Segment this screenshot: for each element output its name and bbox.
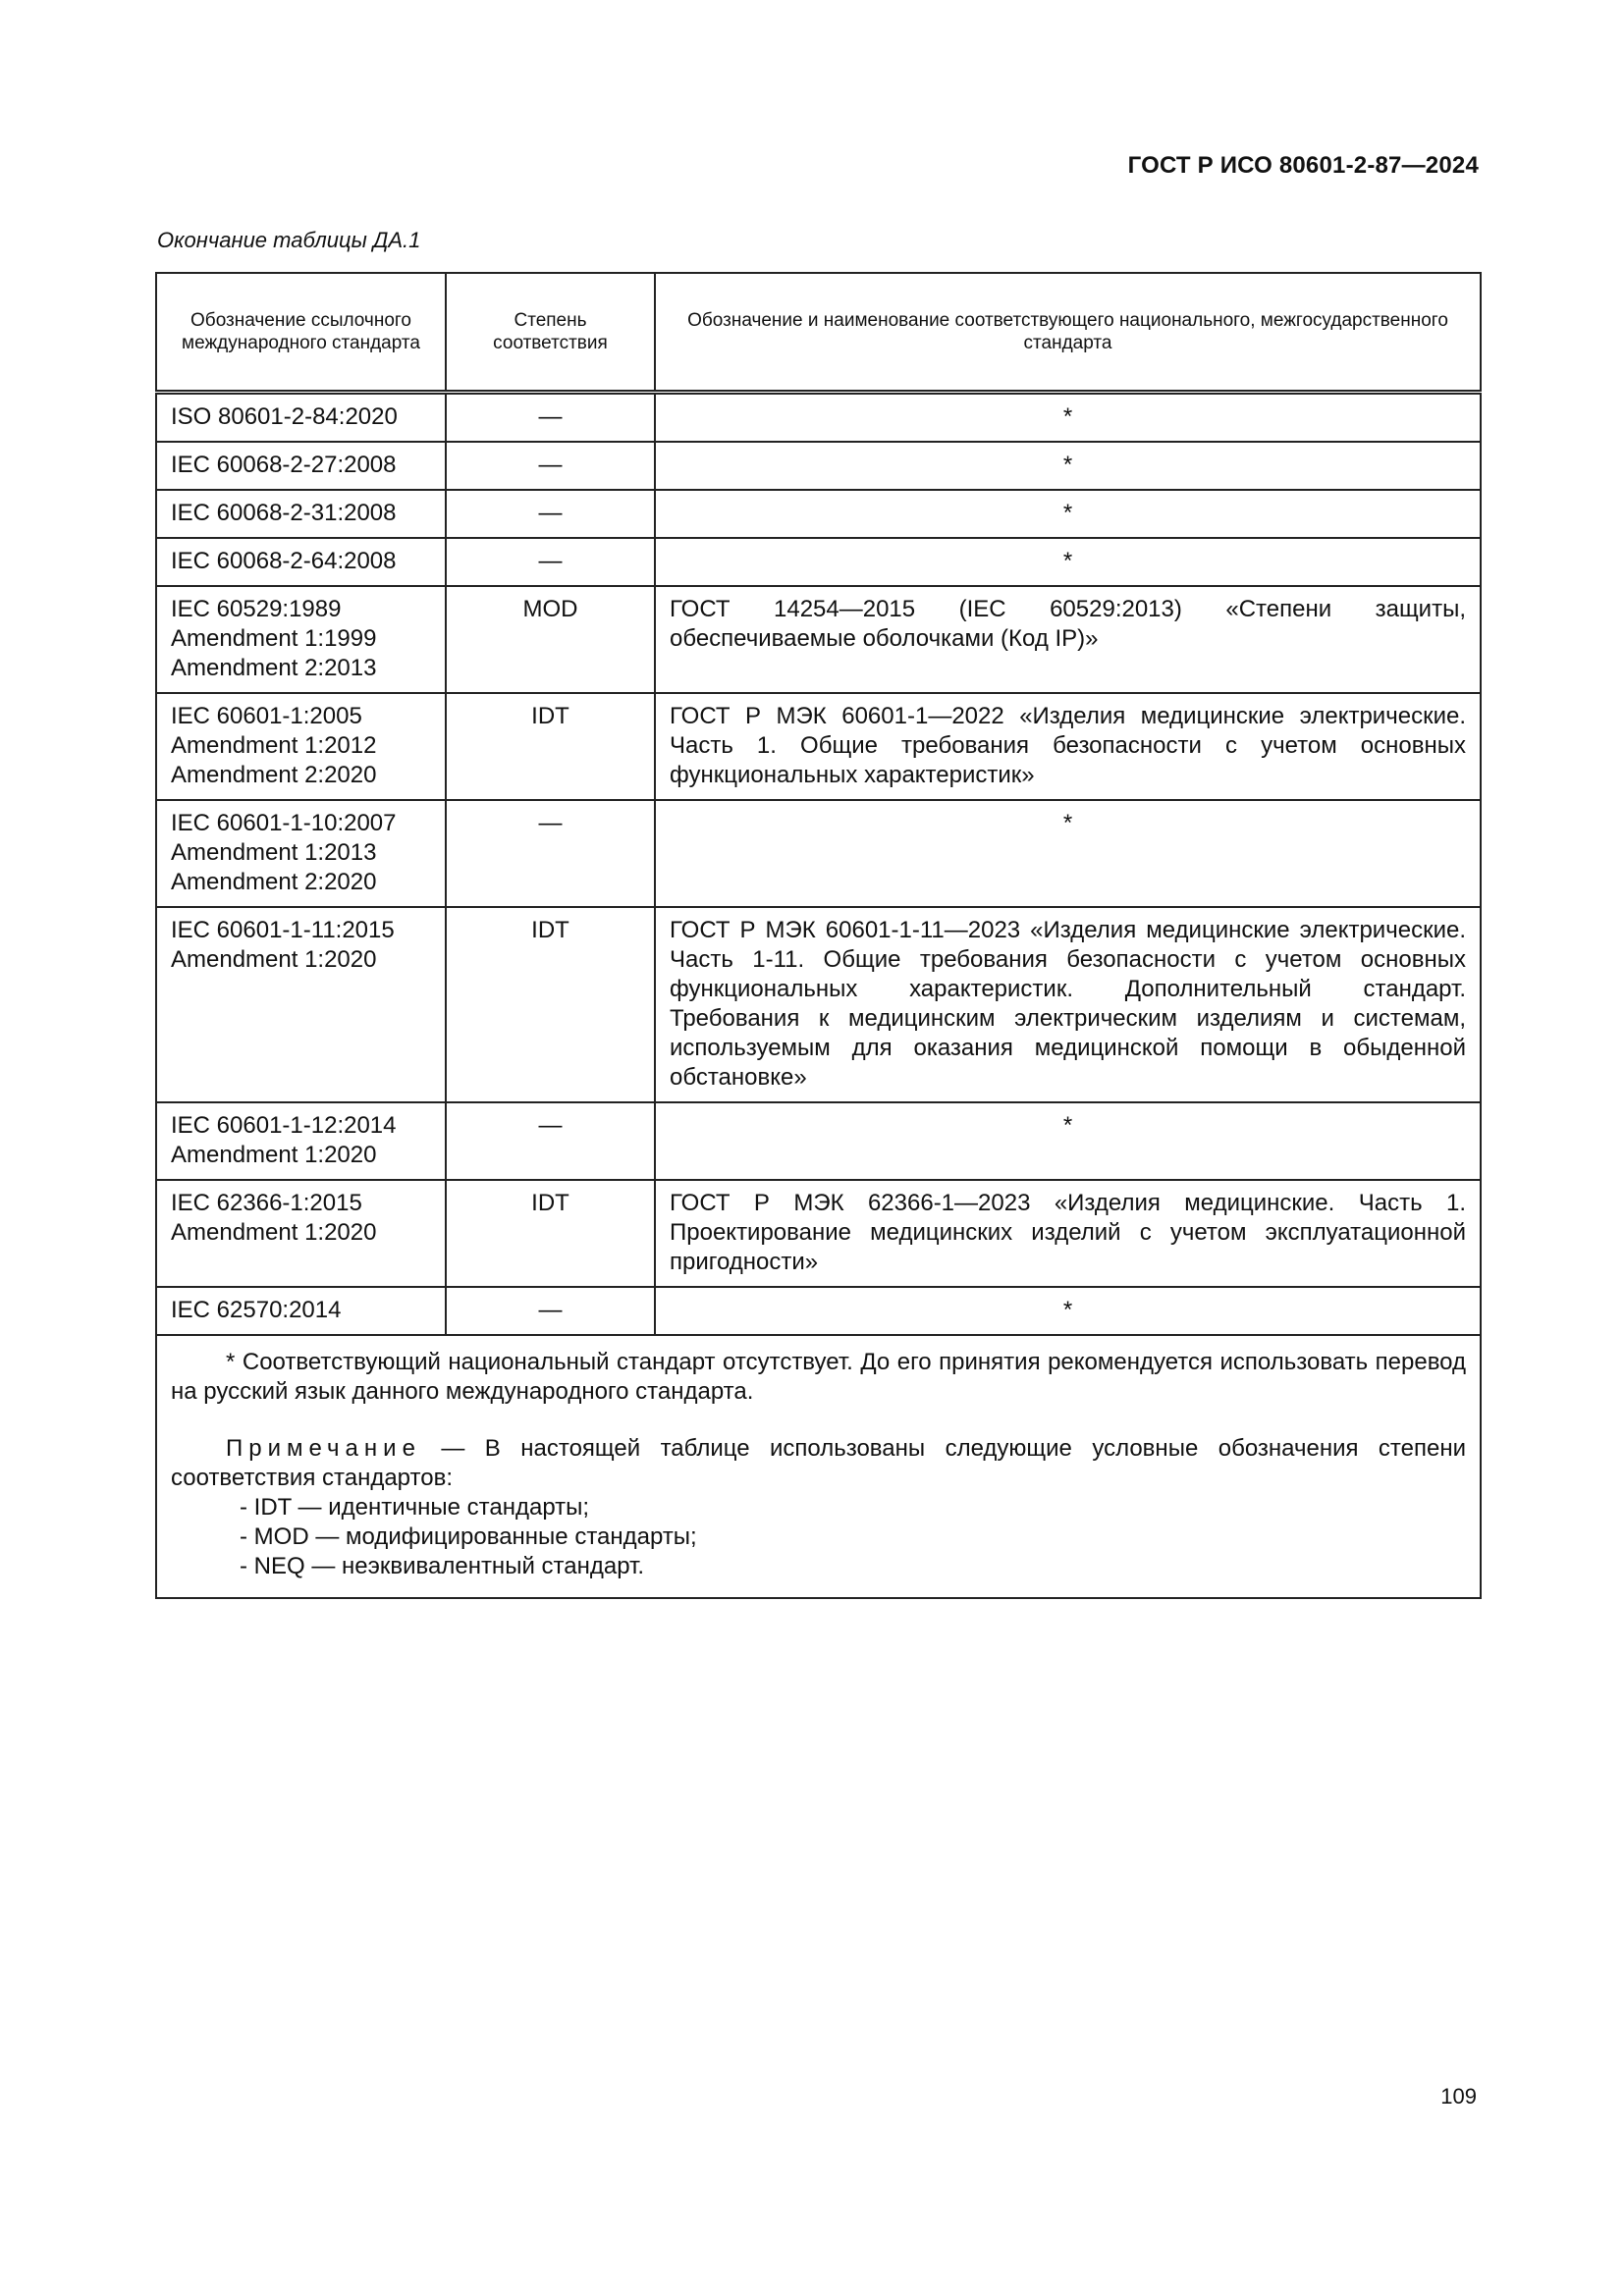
reference-line: IEC 62570:2014 [171, 1297, 342, 1323]
cell-degree-of-conformity: — [446, 538, 655, 586]
cell-national-standard: ГОСТ Р МЭК 60601-1-11—2023 «Изделия медицинские электрические. Часть 1-11. Общие требования безопасности с учетом основных функциональных характеристик. Дополнительный стандарт. Требования к медицинским электрическим изделиям и системам, используемым для оказания медицинской помощи в обыденной обстановке» [655, 907, 1481, 1102]
footnote: * Соответствующий национальный стандарт отсутствует. До его принятия рекомендуется использовать перевод на русский язык данного международного стандарта. [171, 1349, 1466, 1405]
note-item-mod: - MOD — модифицированные стандарты; [240, 1523, 697, 1550]
reference-line: Amendment 1:1999 [171, 625, 377, 652]
note-text: — В настоящей таблице использованы следующие условные обозначения степени соответствия стандартов: [171, 1435, 1466, 1491]
reference-line: IEC 60601-1-10:2007 [171, 810, 397, 836]
table-row [156, 393, 1481, 443]
reference-line: Amendment 1:2013 [171, 839, 377, 866]
cell-degree-of-conformity: — [446, 1102, 655, 1180]
reference-line: Amendment 2:2020 [171, 869, 377, 895]
cell-national-standard: * [655, 393, 1481, 443]
reference-line: IEC 60601-1-11:2015 [171, 917, 395, 943]
page-number: 109 [1440, 2084, 1477, 2109]
document-header-title: ГОСТ Р ИСО 80601-2-87—2024 [1127, 152, 1479, 179]
cell-national-standard: * [655, 1102, 1481, 1180]
cell-reference-standard [156, 586, 446, 693]
cell-reference-standard [156, 907, 446, 1102]
note-title: Примечание [226, 1435, 421, 1462]
table-row [156, 586, 1481, 693]
table-row [156, 693, 1481, 800]
table-row [156, 442, 1481, 490]
reference-line: Amendment 2:2020 [171, 762, 377, 788]
note-item-idt: - IDT — идентичные стандарты; [240, 1494, 590, 1521]
table-header-row [156, 273, 1481, 393]
cell-reference-standard [156, 800, 446, 907]
cell-degree-of-conformity: IDT [446, 907, 655, 1102]
reference-line: IEC 60601-1-12:2014 [171, 1112, 397, 1139]
note-list [171, 1493, 1466, 1581]
cell-degree-of-conformity: — [446, 442, 655, 490]
table-row [156, 800, 1481, 907]
cell-reference-standard [156, 393, 446, 443]
table-row [156, 1102, 1481, 1180]
table-footer-row [156, 1335, 1481, 1598]
reference-line: IEC 60601-1:2005 [171, 703, 362, 729]
note-paragraph [171, 1434, 1466, 1493]
cell-degree-of-conformity: — [446, 393, 655, 443]
header-reference-standard: Обозначение ссылочного международного стандарта [156, 273, 446, 393]
cell-degree-of-conformity: — [446, 800, 655, 907]
cell-degree-of-conformity: MOD [446, 586, 655, 693]
cell-national-standard: * [655, 1287, 1481, 1335]
reference-line: IEC 60068-2-31:2008 [171, 500, 397, 526]
reference-line: ISO 80601-2-84:2020 [171, 403, 398, 430]
table-caption: Окончание таблицы ДА.1 [157, 228, 421, 252]
cell-reference-standard [156, 693, 446, 800]
standards-table [155, 272, 1482, 1599]
table-row [156, 1180, 1481, 1287]
cell-national-standard: * [655, 442, 1481, 490]
cell-degree-of-conformity: IDT [446, 693, 655, 800]
note-item-neq: - NEQ — неэквивалентный стандарт. [240, 1553, 645, 1579]
reference-line: IEC 60068-2-64:2008 [171, 548, 397, 574]
cell-reference-standard [156, 1287, 446, 1335]
cell-degree-of-conformity: — [446, 490, 655, 538]
reference-line: IEC 60529:1989 [171, 596, 342, 622]
reference-line: Amendment 1:2020 [171, 946, 377, 973]
reference-line: IEC 62366-1:2015 [171, 1190, 362, 1216]
cell-national-standard: ГОСТ Р МЭК 62366-1—2023 «Изделия медицинские. Часть 1. Проектирование медицинских изделий с учетом эксплуатационной пригодности» [655, 1180, 1481, 1287]
table-row [156, 490, 1481, 538]
table-row [156, 907, 1481, 1102]
cell-reference-standard [156, 490, 446, 538]
header-degree-of-conformity: Степень соответствия [446, 273, 655, 393]
cell-national-standard: * [655, 538, 1481, 586]
cell-degree-of-conformity: IDT [446, 1180, 655, 1287]
cell-reference-standard [156, 1180, 446, 1287]
table-row [156, 538, 1481, 586]
cell-national-standard: * [655, 490, 1481, 538]
reference-line: IEC 60068-2-27:2008 [171, 452, 397, 478]
table-footer-cell [156, 1335, 1481, 1598]
cell-national-standard: ГОСТ 14254—2015 (IEC 60529:2013) «Степени защиты, обеспечиваемые оболочками (Код IP)» [655, 586, 1481, 693]
cell-degree-of-conformity: — [446, 1287, 655, 1335]
reference-line: Amendment 1:2012 [171, 732, 377, 759]
reference-line: Amendment 1:2020 [171, 1219, 377, 1246]
table-row [156, 1287, 1481, 1335]
reference-line: Amendment 1:2020 [171, 1142, 377, 1168]
cell-national-standard: * [655, 800, 1481, 907]
reference-line: Amendment 2:2013 [171, 655, 377, 681]
cell-reference-standard [156, 442, 446, 490]
header-national-standard: Обозначение и наименование соответствующего национального, межгосударственного стандарта [655, 273, 1481, 393]
cell-reference-standard [156, 538, 446, 586]
cell-reference-standard [156, 1102, 446, 1180]
cell-national-standard: ГОСТ Р МЭК 60601-1—2022 «Изделия медицинские электрические. Часть 1. Общие требования безопасности с учетом основных функциональных характеристик» [655, 693, 1481, 800]
